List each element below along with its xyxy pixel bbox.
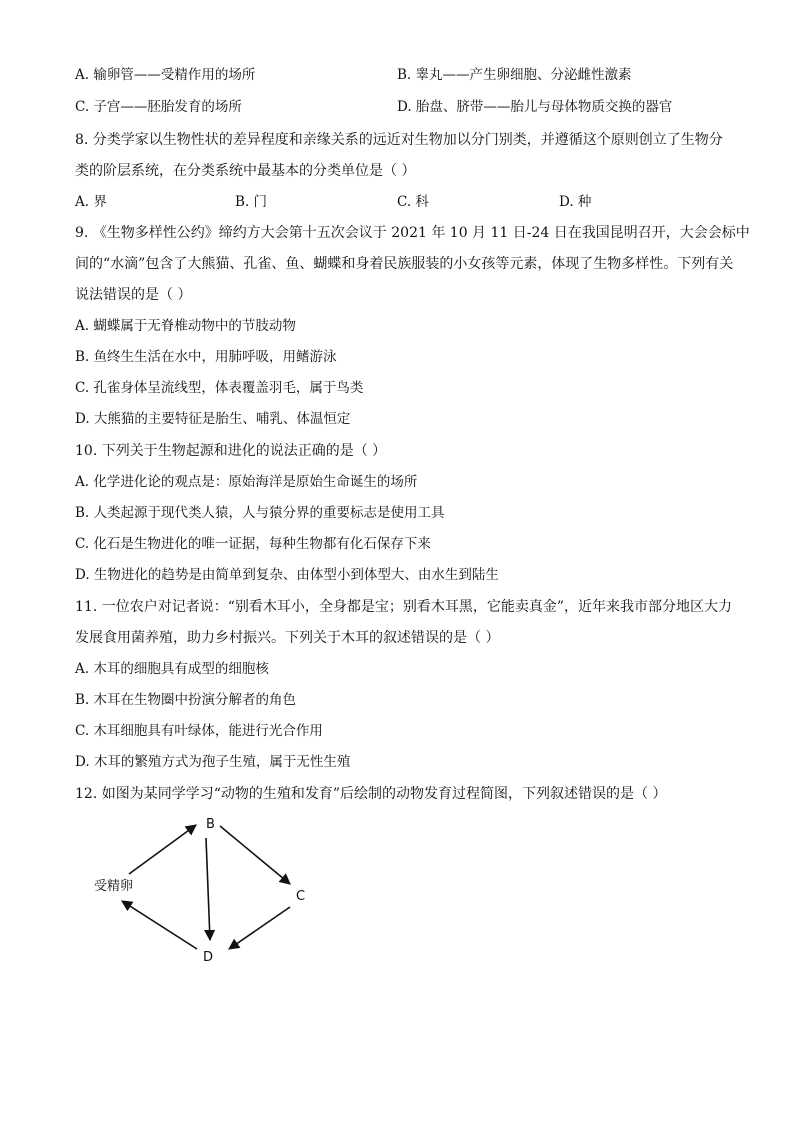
q7-option-c: C. 子宫——胚胎发育的场所	[75, 99, 242, 115]
q9-stem-line3: 说法错误的是（ ）	[75, 287, 192, 303]
q10-option-d: D. 生物进化的趋势是由简单到复杂、由体型小到体型大、由水生到陆生	[75, 567, 499, 583]
q8-stem-line2: 类的阶层系统，在分类系统中最基本的分类单位是（ ）	[75, 163, 416, 179]
arrow-egg-to-b	[129, 825, 196, 874]
q8-stem-line1: 8. 分类学家以生物性状的差异程度和亲缘关系的远近对生物加以分门别类，并遵循这个原则创立了生物分	[75, 132, 723, 148]
q8-option-c: C. 科	[397, 194, 429, 210]
q8-option-b: B. 门	[235, 194, 268, 210]
q10-option-b: B. 人类起源于现代类人猿，人与猿分界的重要标志是使用工具	[75, 505, 445, 521]
q10-option-a: A. 化学进化论的观点是：原始海洋是原始生命诞生的场所	[75, 474, 418, 490]
q12-stem: 12. 如图为某同学学习“动物的生殖和发育”后绘制的动物发育过程简图，下列叙述错误的是（ ）	[75, 786, 667, 802]
q9-option-b: B. 鱼终生生活在水中，用肺呼吸，用鳍游泳	[75, 349, 337, 365]
q10-option-c: C. 化石是生物进化的唯一证据，每种生物都有化石保存下来	[75, 536, 431, 552]
q11-stem-line1: 11. 一位农户对记者说：“别看木耳小，全身都是宝；别看木耳黑，它能卖真金”，近年来我市部分地区大力	[75, 599, 733, 615]
q7-option-a: A. 输卵管——受精作用的场所	[75, 67, 256, 83]
q9-option-d: D. 大熊猫的主要特征是胎生、哺乳、体温恒定	[75, 411, 351, 427]
q11-option-a: A. 木耳的细胞具有成型的细胞核	[75, 661, 269, 677]
arrow-b-to-d	[206, 838, 210, 940]
arrow-c-to-d	[229, 907, 290, 949]
arrow-d-to-egg	[122, 901, 197, 949]
q8-option-d: D. 种	[559, 194, 592, 210]
q7-option-d: D. 胎盘、脐带——胎儿与母体物质交换的器官	[397, 99, 673, 115]
node-fertilized-egg: 受精卵	[94, 879, 134, 894]
q9-option-c: C. 孔雀身体呈流线型，体表覆盖羽毛，属于鸟类	[75, 380, 364, 396]
q11-option-b: B. 木耳在生物圈中扮演分解者的角色	[75, 692, 297, 708]
q11-option-d: D. 木耳的繁殖方式为孢子生殖，属于无性生殖	[75, 754, 351, 770]
q11-option-c: C. 木耳细胞具有叶绿体，能进行光合作用	[75, 723, 323, 739]
q11-stem-line2: 发展食用菌养殖，助力乡村振兴。下列关于木耳的叙述错误的是（ ）	[75, 630, 500, 646]
q7-option-b: B. 睾丸——产生卵细胞、分泌雌性激素	[397, 67, 632, 83]
q9-option-a: A. 蝴蝶属于无脊椎动物中的节肢动物	[75, 318, 296, 334]
node-b: B	[206, 817, 215, 832]
q9-stem-line2: 间的“水滴”包含了大熊猫、孔雀、鱼、蝴蝶和身着民族服装的小女孩等元素，体现了生物多样性。下列有关	[75, 256, 734, 272]
q8-option-a: A. 界	[75, 194, 107, 210]
arrow-b-to-c	[220, 826, 290, 884]
node-c: C	[296, 889, 306, 904]
q10-stem: 10. 下列关于生物起源和进化的说法正确的是（ ）	[75, 443, 387, 459]
node-d: D	[203, 950, 214, 965]
q9-stem-line1: 9. 《生物多样性公约》缔约方大会第十五次会议于 2021 年 10 月 11 日-24 日在我国昆明召开，大会会标中	[75, 225, 750, 241]
development-cycle-diagram	[85, 812, 325, 972]
